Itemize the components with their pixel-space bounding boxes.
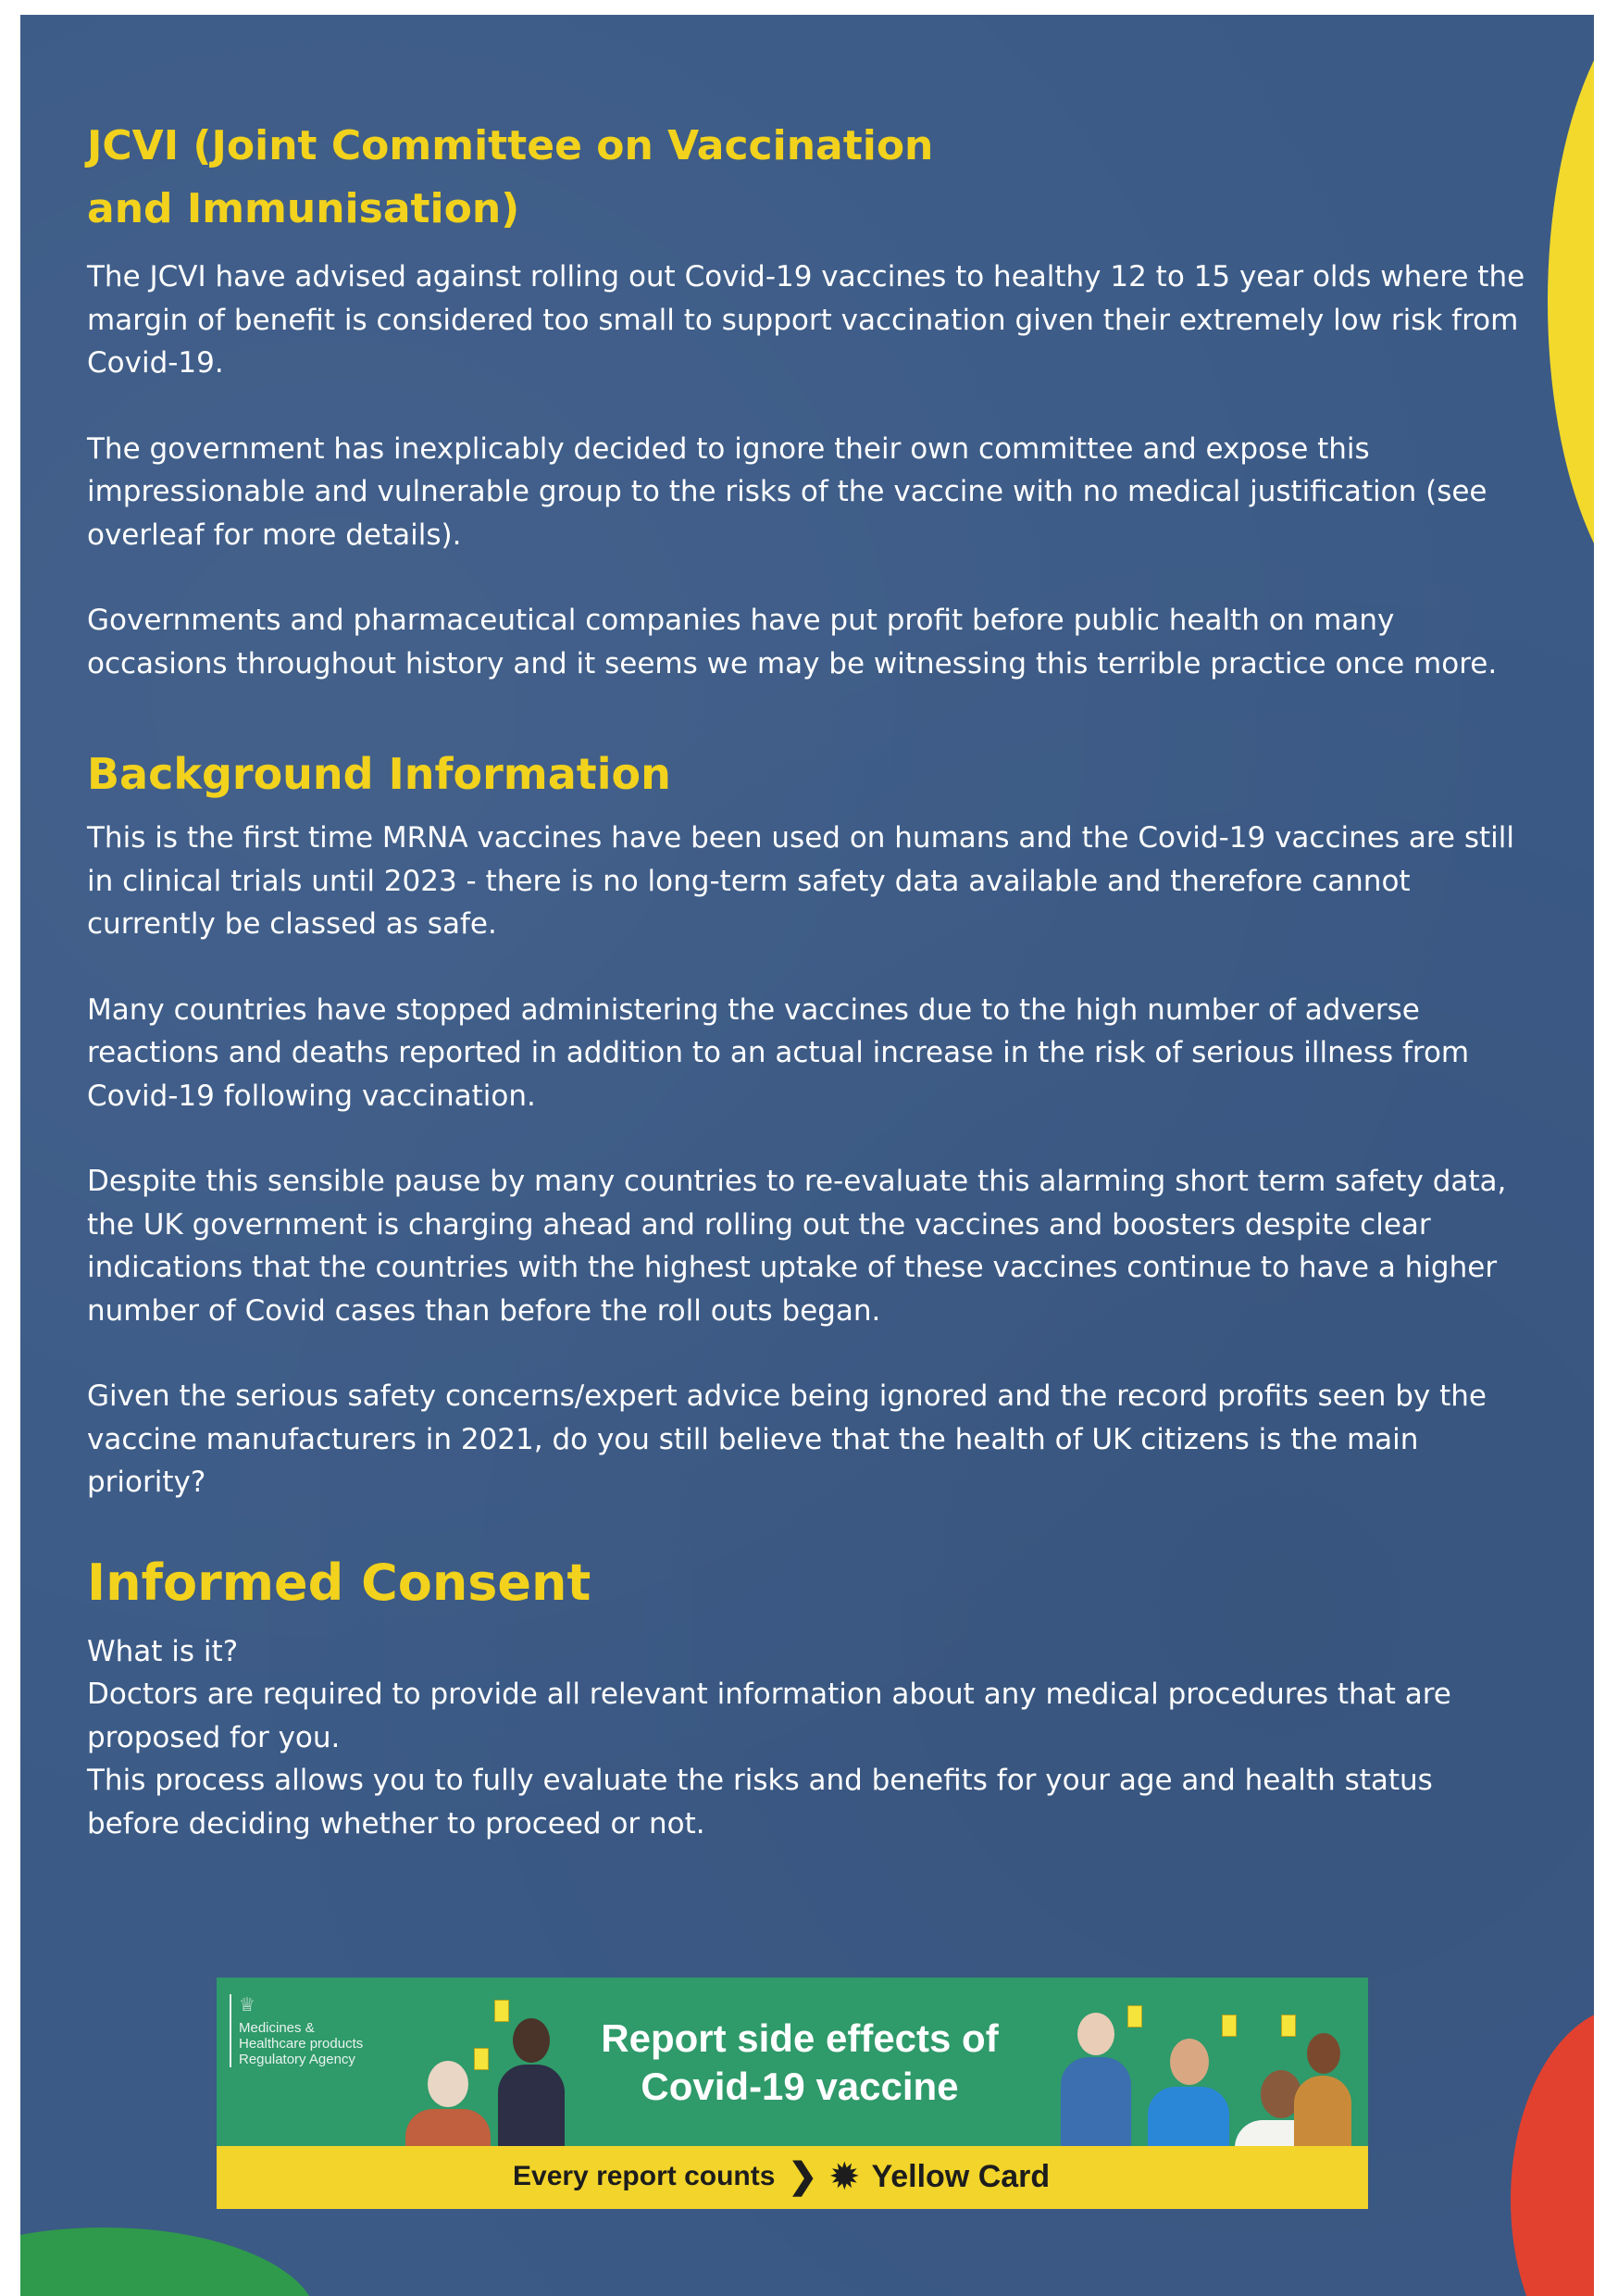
jcvi-paragraph: The JCVI have advised against rolling out Covid-19 vaccines to healthy 12 to 15 year olds where the margin of benefit is considered too small to support vaccination given their extremely low risk from Covid-19. <box>87 260 1525 380</box>
banner-footer <box>513 2153 1050 2200</box>
green-decoration <box>20 2227 317 2296</box>
banner-title-line: Report side effects of <box>601 2016 999 2060</box>
mhra-line: Healthcare products <box>239 2036 364 2052</box>
consent-line: Doctors are required to provide all relevant information about any medical procedures that are proposed for you. <box>87 1678 1451 1754</box>
every-report-counts: Every report counts <box>513 2161 776 2191</box>
yellow-decoration <box>1548 15 1594 626</box>
mhra-logo <box>230 1994 387 2067</box>
background-paragraph: Despite this sensible pause by many countries to re-evaluate this alarming short term safety data, the UK government is charging ahead and rolling out the vaccines and boosters despite clear indications that the countries with the highest uptake of these vaccines continue to have a higher number of Covid cases than before the roll outs began. <box>87 1165 1507 1328</box>
leaflet-content <box>87 115 1531 1845</box>
consent-line: This process allows you to fully evaluate the risks and benefits for your age and health status before deciding whether to proceed or not. <box>87 1764 1433 1841</box>
mhra-line: Regulatory Agency <box>239 2052 355 2067</box>
background-heading: Background Information <box>87 749 671 799</box>
informed-consent-heading: Informed Consent <box>87 1553 591 1612</box>
banner-title-line: Covid-19 vaccine <box>641 2065 959 2108</box>
crest-icon: ♕ <box>239 1995 255 2015</box>
mhra-line: Medicines & <box>239 2020 315 2036</box>
red-decoration <box>1511 2005 1594 2296</box>
person-illustration <box>1281 2005 1364 2163</box>
background-paragraph: This is the first time MRNA vaccines have been used on humans and the Covid-19 vaccines are still in clinical trials until 2023 - there is no long-term safety data available and therefore cannot currently be classed as safe. <box>87 821 1514 941</box>
yellow-card-banner <box>217 1978 1368 2209</box>
background-paragraph: Many countries have stopped administering the vaccines due to the high number of adverse reactions and deaths reported in addition to an actual increase in the risk of serious illness from Covid-19 following vaccination. <box>87 992 1470 1113</box>
jcvi-heading: JCVI (Joint Committee on Vaccination and Immunisation) <box>87 122 934 232</box>
jcvi-paragraph: Governments and pharmaceutical companies have put profit before public health on many occasions throughout history and it seems we may be witnessing this terrible practice once more. <box>87 604 1498 680</box>
yellow-card-brand: Yellow Card <box>871 2158 1051 2194</box>
banner-title <box>541 2015 1059 2111</box>
yellow-card-logo-icon: ✹ <box>830 2157 859 2195</box>
chevron-right-icon: ❯ <box>788 2157 818 2196</box>
consent-line: What is it? <box>87 1634 239 1668</box>
jcvi-paragraph: The government has inexplicably decided to ignore their own committee and expose this impressionable and vulnerable group to the risks of the vaccine with no medical justification (see overleaf for more details). <box>87 431 1487 552</box>
background-paragraph: Given the serious safety concerns/expert advice being ignored and the record profits seen by the vaccine manufacturers in 2021, do you still believe that the health of UK citizens is the main priority? <box>87 1379 1487 1499</box>
